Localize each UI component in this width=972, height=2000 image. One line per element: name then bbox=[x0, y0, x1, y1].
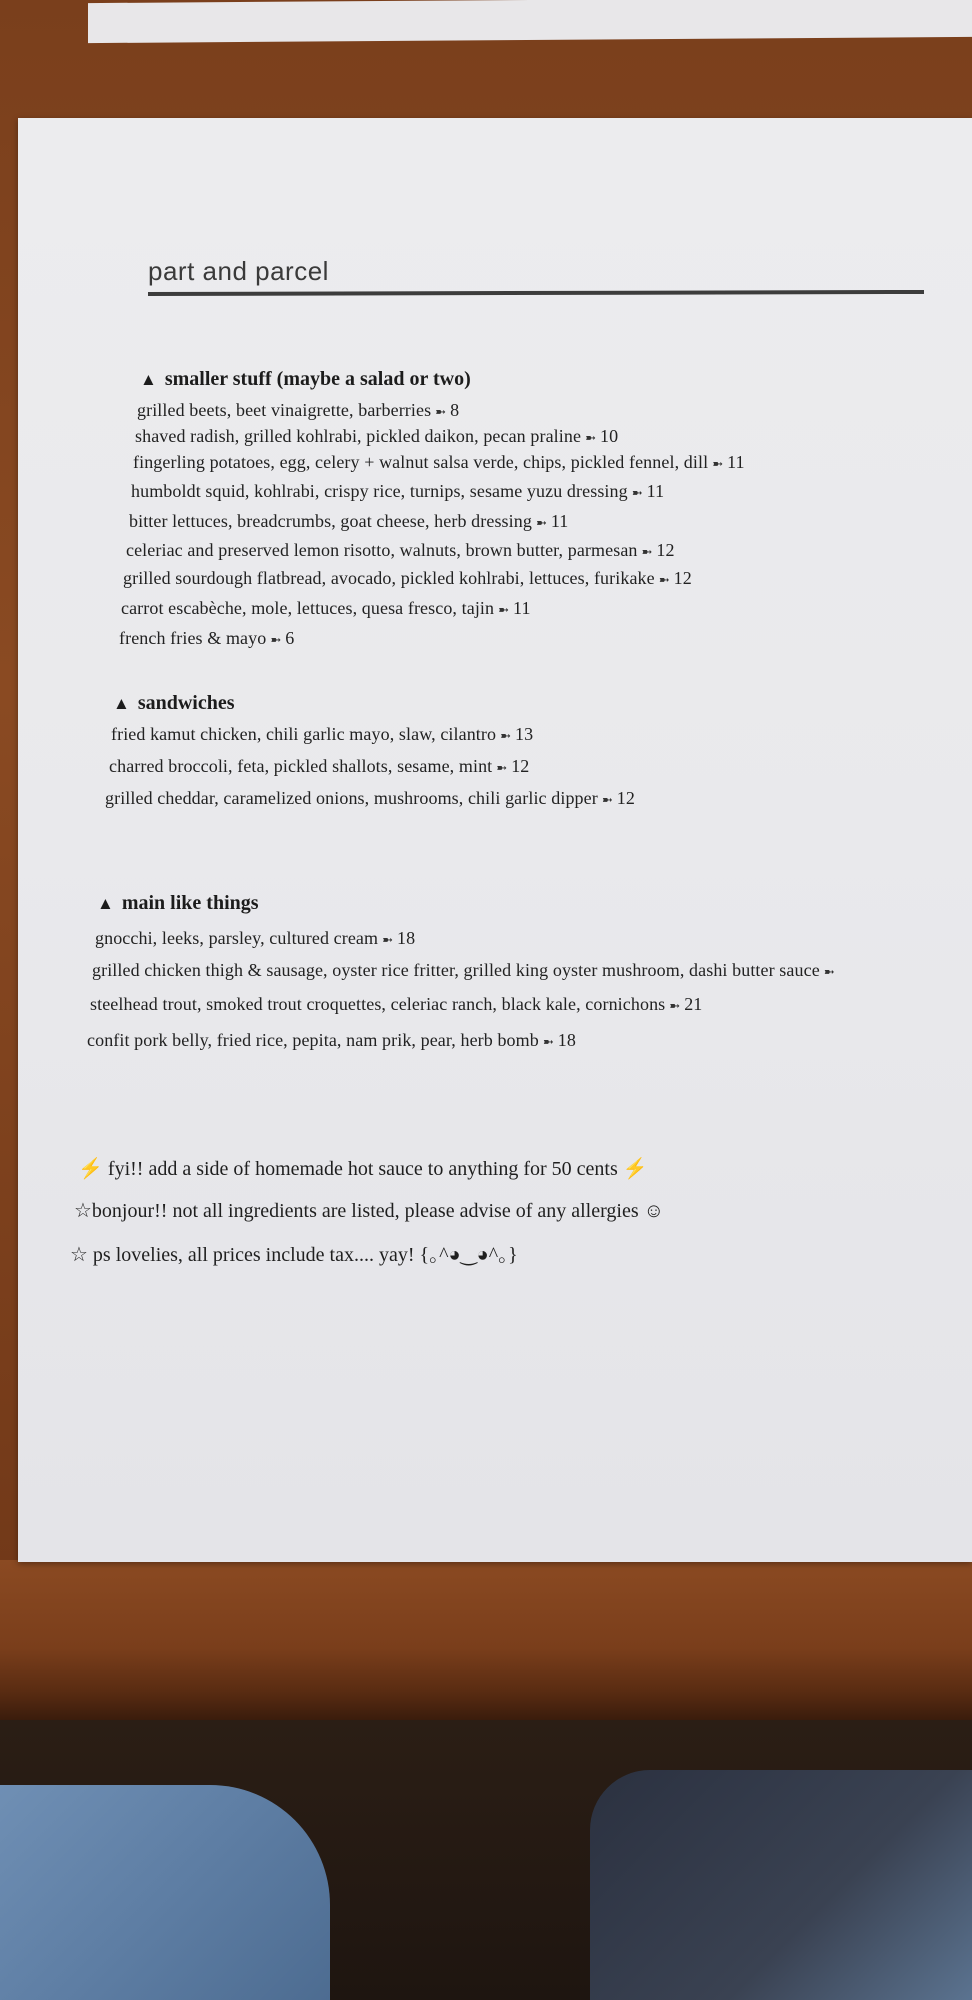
right-leg bbox=[590, 1770, 972, 2000]
arrow-icon: ➼ bbox=[535, 515, 546, 530]
menu-sheet bbox=[18, 118, 972, 1562]
arrow-icon: ➼ bbox=[712, 456, 723, 471]
section-heading-smaller-stuff: ▲ smaller stuff (maybe a salad or two) bbox=[140, 368, 471, 390]
triangle-icon: ▲ bbox=[97, 894, 114, 913]
arrow-icon: ➼ bbox=[823, 964, 834, 979]
menu-item: grilled beets, beet vinaigrette, barberries ➼ 8 bbox=[137, 400, 460, 420]
menu-item: french fries & mayo ➼ 6 bbox=[119, 628, 295, 648]
arrow-icon: ➼ bbox=[435, 404, 446, 419]
left-leg bbox=[0, 1785, 330, 2000]
triangle-icon: ▲ bbox=[113, 694, 130, 713]
note-allergies: ☆bonjour!! not all ingredients are listed, please advise of any allergies ☺ bbox=[74, 1200, 665, 1222]
menu-item: confit pork belly, fried rice, pepita, nam prik, pear, herb bomb ➼ 18 bbox=[87, 1030, 576, 1050]
menu-item: grilled chicken thigh & sausage, oyster rice fritter, grilled king oyster mushroom, dashi butter sauce ➼ bbox=[92, 960, 834, 980]
background-paper-sheet bbox=[88, 0, 972, 43]
menu-item: grilled cheddar, caramelized onions, mushrooms, chili garlic dipper ➼ 12 bbox=[105, 788, 635, 808]
menu-item: charred broccoli, feta, pickled shallots, sesame, mint ➼ 12 bbox=[109, 756, 530, 776]
menu-item: fingerling potatoes, egg, celery + walnut salsa verde, chips, pickled fennel, dill ➼ 11 bbox=[133, 452, 745, 472]
menu-item: fried kamut chicken, chili garlic mayo, slaw, cilantro ➼ 13 bbox=[111, 724, 534, 744]
menu-item: steelhead trout, smoked trout croquettes, celeriac ranch, black kale, cornichons ➼ 21 bbox=[90, 994, 703, 1014]
menu-item: grilled sourdough flatbread, avocado, pickled kohlrabi, lettuces, furikake ➼ 12 bbox=[123, 568, 692, 588]
arrow-icon: ➼ bbox=[658, 572, 669, 587]
menu-item: bitter lettuces, breadcrumbs, goat cheese, herb dressing ➼ 11 bbox=[129, 511, 569, 531]
note-hot-sauce: ⚡ fyi!! add a side of homemade hot sauce to anything for 50 cents ⚡ bbox=[78, 1158, 648, 1180]
arrow-icon: ➼ bbox=[498, 602, 509, 617]
arrow-icon: ➼ bbox=[542, 1034, 553, 1049]
triangle-icon: ▲ bbox=[140, 370, 157, 389]
menu-item: humboldt squid, kohlrabi, crispy rice, turnips, sesame yuzu dressing ➼ 11 bbox=[131, 481, 665, 501]
section-heading-main-like-things: ▲ main like things bbox=[97, 892, 259, 914]
menu-item: carrot escabèche, mole, lettuces, quesa fresco, tajin ➼ 11 bbox=[121, 598, 531, 618]
menu-item: shaved radish, grilled kohlrabi, pickled daikon, pecan praline ➼ 10 bbox=[135, 426, 619, 446]
menu-item: celeriac and preserved lemon risotto, walnuts, brown butter, parmesan ➼ 12 bbox=[126, 540, 675, 560]
arrow-icon: ➼ bbox=[669, 998, 680, 1013]
section-heading-sandwiches: ▲ sandwiches bbox=[113, 692, 235, 714]
arrow-icon: ➼ bbox=[585, 430, 595, 445]
arrow-icon: ➼ bbox=[641, 544, 652, 559]
menu-title: part and parcel bbox=[148, 256, 329, 286]
arrow-icon: ➼ bbox=[631, 485, 642, 500]
arrow-icon: ➼ bbox=[500, 728, 511, 743]
menu-item: gnocchi, leeks, parsley, cultured cream ➼ 18 bbox=[95, 928, 416, 948]
arrow-icon: ➼ bbox=[496, 760, 507, 775]
arrow-icon: ➼ bbox=[270, 632, 281, 647]
table-edge bbox=[0, 1560, 972, 1720]
note-tax: ☆ ps lovelies, all prices include tax.... yay! {｡^◕‿◕^｡} bbox=[70, 1244, 518, 1266]
arrow-icon: ➼ bbox=[382, 932, 393, 947]
arrow-icon: ➼ bbox=[601, 792, 612, 807]
